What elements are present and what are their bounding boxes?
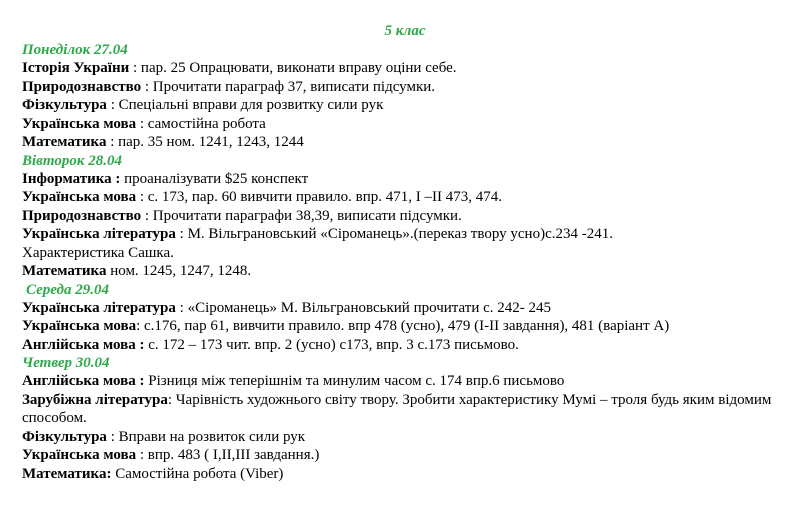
subject-name: Зарубіжна література xyxy=(22,391,168,408)
assignment-line xyxy=(22,299,782,318)
subject-name: Фізкультура xyxy=(22,97,107,113)
subject-name: Математика: xyxy=(22,465,112,482)
subject-name: Англійська мова : xyxy=(22,336,145,353)
assignment-line xyxy=(22,262,782,281)
assignment-line xyxy=(22,59,782,78)
subject-name: Фізкультура xyxy=(22,428,107,445)
assignment-line xyxy=(22,428,782,447)
subject-name: Українська мова xyxy=(22,189,137,205)
assignment-line xyxy=(22,391,782,428)
assignment-line xyxy=(22,188,782,207)
assignment-continuation: Характеристика Сашка. xyxy=(22,244,174,261)
day-heading-thursday: Четвер 30.04 xyxy=(22,355,110,371)
assignment-text: Самостійна робота (Viber) xyxy=(111,465,284,482)
assignment-line xyxy=(22,446,782,465)
assignment-line xyxy=(22,317,782,336)
subject-name: Українська мова xyxy=(22,447,137,463)
subject-name: Природознавство xyxy=(22,78,142,95)
assignment-text: : «Сіроманець» М. Вільграновський прочитати с. 242- 245 xyxy=(175,299,552,316)
assignment-text: : впр. 483 ( І,ІІ,ІІІ завдання.) xyxy=(136,447,320,463)
assignment-text: : пар. 25 Опрацювати, виконати вправу оціни себе. xyxy=(129,60,457,76)
assignment-text: : с.176, пар 61, вивчити правило. впр 478 (усно), 479 (І-ІІ завдання), 481 (варіант А) xyxy=(136,318,670,334)
assignment-line xyxy=(22,115,782,134)
assignment-line xyxy=(22,465,782,484)
assignment-text: : М. Вільграновський «Сіроманець».(переказ твору усно)с.234 -241. xyxy=(175,226,613,242)
subject-name: Історія України xyxy=(22,60,130,76)
assignment-text: ном. 1245, 1247, 1248. xyxy=(106,263,252,279)
assignment-text: : Спеціальні вправи для розвитку сили рук xyxy=(106,97,384,113)
subject-name: Українська література xyxy=(22,299,176,316)
assignment-text: проаналізувати $25 конспект xyxy=(120,170,309,187)
assignment-text: Різниця між теперішнім та минулим часом с. 174 впр.6 письмово xyxy=(144,373,565,389)
day-heading-tuesday: Вівторок 28.04 xyxy=(22,152,122,169)
day-heading-wednesday: Середа 29.04 xyxy=(26,281,109,298)
day-heading-monday: Понеділок 27.04 xyxy=(22,42,128,58)
assignment-line xyxy=(22,96,782,115)
subject-name: Математика xyxy=(22,134,107,150)
page-title: 5 клас xyxy=(384,23,426,39)
subject-name: Математика xyxy=(22,263,107,279)
assignment-text: : Прочитати параграфи 38,39, виписати підсумки. xyxy=(141,207,462,224)
subject-name: Українська мова xyxy=(22,115,137,132)
assignment-line xyxy=(22,78,782,97)
assignment-text: : Прочитати параграф 37, виписати підсумки. xyxy=(141,78,436,95)
subject-name: Українська література xyxy=(22,226,176,242)
assignment-text: : с. 173, пар. 60 вивчити правило. впр. 471, І –ІІ 473, 474. xyxy=(136,189,502,205)
assignment-text: : Чарівність художнього світу твору. Зробити характеристику Мумі – троля будь яким відомим способом. xyxy=(22,391,772,426)
assignment-line xyxy=(22,207,782,226)
subject-name: Природознавство xyxy=(22,207,142,224)
subject-name: Українська мова xyxy=(22,318,137,334)
subject-name: Інформатика : xyxy=(22,170,121,187)
assignment-text: : Вправи на розвиток сили рук xyxy=(106,428,306,445)
assignment-line xyxy=(22,336,782,355)
assignment-text: с. 172 – 173 чит. впр. 2 (усно) с173, впр. 3 с.173 письмово. xyxy=(144,336,519,353)
assignment-text: : самостійна робота xyxy=(136,115,266,132)
document-page xyxy=(22,21,782,483)
assignment-line xyxy=(22,225,782,244)
assignment-line xyxy=(22,170,782,189)
assignment-text: : пар. 35 ном. 1241, 1243, 1244 xyxy=(106,134,304,150)
subject-name: Англійська мова : xyxy=(22,373,145,389)
assignment-line xyxy=(22,372,782,391)
assignment-line xyxy=(22,133,782,152)
